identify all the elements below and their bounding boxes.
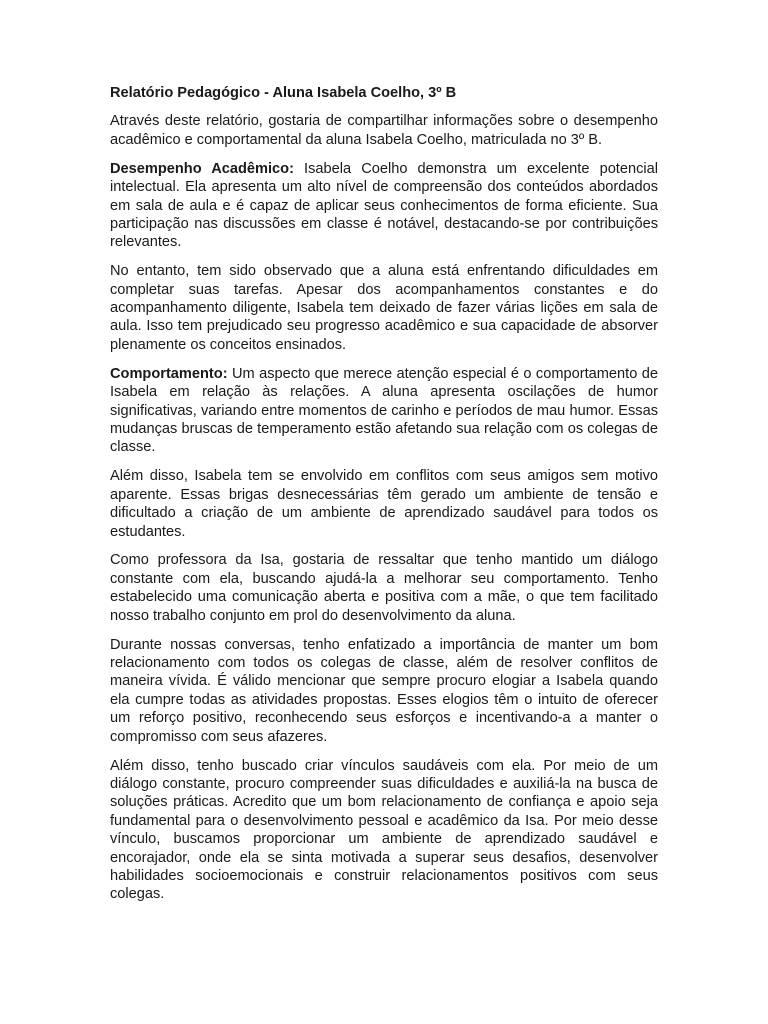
paragraph-conflicts [110,467,658,541]
paragraph-behavior [110,365,658,457]
paragraph-text: Como professora da Isa, gostaria de ressaltar que tenho mantido um diálogo constante com ela, buscando ajudá-la a melhorar seu comportamento. Tenho estabelecido uma comunicação aberta e positiva com a mãe, o que tem facilitado nosso trabalho conjunto em prol do desenvolvimento da aluna. [110,552,658,624]
paragraph-intro [110,112,658,149]
paragraph-text: Durante nossas conversas, tenho enfatizado a importância de manter um bom relacionamento com todos os colegas de classe, além de resolver conflitos de maneira vívida. É válido mencionar que sempre procuro elogiar a Isabela quando ela cumpre todas as atividades propostas. Esses elogios têm o intuito de oferecer um reforço positivo, reconhecendo seus esforços e incentivando-a a manter o compromisso com seus afazeres. [110,636,658,745]
paragraph-text: Através deste relatório, gostaria de compartilhar informações sobre o desempenho acadêmico e comportamental da aluna Isabela Coelho, matriculada no 3º B. [110,113,658,148]
paragraph-bonds [110,757,658,904]
paragraph-dialogue [110,551,658,625]
document-page [110,84,658,914]
paragraph-text: Um aspecto que merece atenção especial é o comportamento de Isabela em relação às relações. A aluna apresenta oscilações de humor significativas, variando entre momentos de carinho e períodos de mau humor. Essas mudanças bruscas de temperamento estão afetando sua relação com os colegas de classe. [110,365,658,456]
paragraph-text: No entanto, tem sido observado que a aluna está enfrentando dificuldades em completar suas tarefas. Apesar dos acompanhamentos constantes e do acompanhamento diligente, Isabela tem deixado de fazer várias lições em sala de aula. Isso tem prejudicado seu progresso acadêmico e sua capacidade de absorver plenamente os conceitos ensinados. [110,263,658,353]
section-heading-behavior: Comportamento: [110,365,228,382]
paragraph-text: Além disso, tenho buscado criar vínculos saudáveis com ela. Por meio de um diálogo constante, procuro compreender suas dificuldades e auxiliá-la na busca de soluções práticas. Acredito que um bom relacionamento de confiança e apoio seja fundamental para o desenvolvimento pessoal e acadêmico da Isa. Por meio desse vínculo, buscamos proporcionar um ambiente de aprendizado saudável e encorajador, onde ela se sinta motivada a superar seus desafios, desenvolver habilidades socioemocionais e construir relacionamentos positivos com seus colegas. [110,757,658,903]
paragraph-text: Além disso, Isabela tem se envolvido em conflitos com seus amigos sem motivo aparente. Essas brigas desnecessárias têm gerado um ambiente de tensão e dificultado a criação de um ambiente de aprendizado saudável para todos os estudantes. [110,468,658,540]
section-heading-academic: Desempenho Acadêmico: [110,160,294,177]
paragraph-conversations [110,636,658,746]
paragraph-difficulties [110,262,658,354]
document-title: Relatório Pedagógico - Aluna Isabela Coelho, 3º B [110,85,457,101]
paragraph-academic [110,160,658,252]
paragraph-text: Isabela Coelho demonstra um excelente potencial intelectual. Ela apresenta um alto nível de compreensão dos conteúdos abordados em sala de aula e é capaz de aplicar seus conhecimentos de forma eficiente. Sua participação nas discussões em classe é notável, destacando-se por contribuições relevantes. [110,160,658,251]
